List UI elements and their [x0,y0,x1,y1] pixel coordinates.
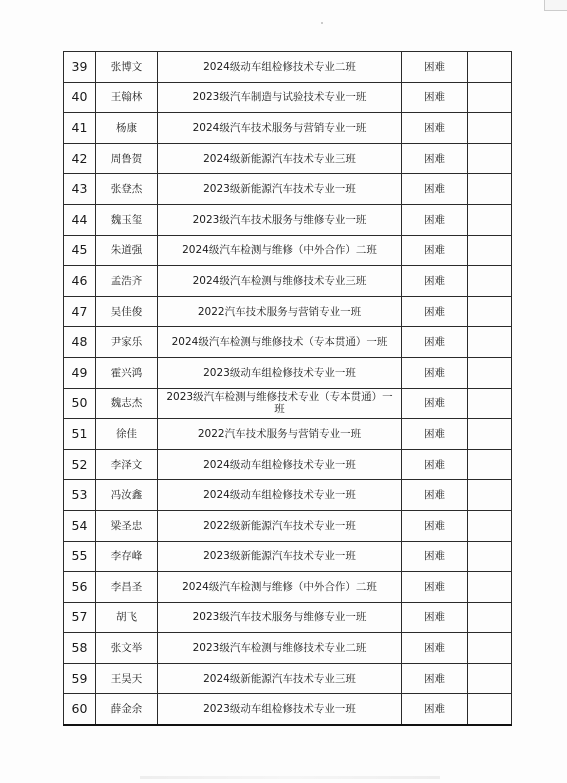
student-name-cell: 王昊天 [96,663,158,694]
difficulty-level-cell: 困难 [402,82,468,113]
student-name-cell: 吴佳俊 [96,296,158,327]
remarks-cell [468,296,512,327]
student-name-cell: 尹家乐 [96,327,158,358]
table-row [64,510,512,541]
class-name-text: 2023级汽车检测与维修技术专业（专本贯通）一班 [166,391,393,416]
difficulty-level-cell: 困难 [402,572,468,603]
class-name-cell [158,357,402,388]
student-name-cell: 李存峰 [96,541,158,572]
class-name-text: 2024级汽车检测与维修技术（专本贯通）一班 [171,336,388,349]
table-row [64,541,512,572]
class-name-cell [158,204,402,235]
student-name-cell: 徐佳 [96,419,158,450]
difficulty-level-cell: 困难 [402,663,468,694]
table-row [64,82,512,113]
remarks-cell [468,113,512,144]
class-name-text: 2023级新能源汽车技术专业一班 [203,183,356,196]
class-name-cell [158,388,402,419]
table-row [64,449,512,480]
remarks-cell [468,266,512,297]
table-row [64,204,512,235]
difficulty-level-cell: 困难 [402,388,468,419]
class-name-cell [158,266,402,297]
row-number-cell: 53 [64,480,96,511]
table-row [64,52,512,83]
difficulty-level-cell: 困难 [402,541,468,572]
table-row [64,235,512,266]
class-name-cell [158,694,402,725]
remarks-cell [468,143,512,174]
class-name-text: 2023级汽车技术服务与维修专业一班 [192,611,367,624]
class-name-text: 2024级新能源汽车技术专业三班 [203,672,356,685]
remarks-cell [468,480,512,511]
difficulty-level-cell: 困难 [402,266,468,297]
difficulty-level-cell: 困难 [402,113,468,144]
row-number-cell: 55 [64,541,96,572]
class-name-cell [158,113,402,144]
class-name-text: 2024级汽车检测与维修（中外合作）二班 [182,580,377,593]
table-row [64,572,512,603]
difficulty-level-cell: 困难 [402,327,468,358]
remarks-cell [468,388,512,419]
table-row [64,327,512,358]
student-name-cell: 张登杰 [96,174,158,205]
class-name-text: 2024级汽车检测与维修（中外合作）二班 [182,244,377,257]
row-number-cell: 58 [64,633,96,664]
table-row [64,694,512,725]
remarks-cell [468,602,512,633]
student-list-table [63,51,512,726]
row-number-cell: 51 [64,419,96,450]
difficulty-level-cell: 困难 [402,174,468,205]
table-row [64,143,512,174]
difficulty-level-cell: 困难 [402,296,468,327]
student-name-cell: 梁圣忠 [96,510,158,541]
class-name-cell [158,510,402,541]
remarks-cell [468,663,512,694]
row-number-cell: 39 [64,52,96,83]
remarks-cell [468,572,512,603]
table-row [64,266,512,297]
difficulty-level-cell: 困难 [402,357,468,388]
row-number-cell: 43 [64,174,96,205]
class-name-cell [158,663,402,694]
table-row [64,633,512,664]
student-name-cell: 王翰林 [96,82,158,113]
student-name-cell: 薛金余 [96,694,158,725]
class-name-text: 2023级动车组检修技术专业一班 [203,703,356,716]
class-name-text: 2022汽车技术服务与营销专业一班 [197,305,362,318]
student-name-cell: 张文举 [96,633,158,664]
class-name-text: 2023级新能源汽车技术专业一班 [203,550,356,563]
remarks-cell [468,633,512,664]
class-name-cell [158,419,402,450]
difficulty-level-cell: 困难 [402,419,468,450]
remarks-cell [468,357,512,388]
row-number-cell: 41 [64,113,96,144]
table-body [64,52,512,726]
student-name-cell: 李昌圣 [96,572,158,603]
row-number-cell: 60 [64,694,96,725]
row-number-cell: 42 [64,143,96,174]
student-name-cell: 周鲁贺 [96,143,158,174]
remarks-cell [468,174,512,205]
table-row [64,663,512,694]
row-number-cell: 57 [64,602,96,633]
class-name-cell [158,235,402,266]
class-name-text: 2024级动车组检修技术专业一班 [203,489,356,502]
difficulty-level-cell: 困难 [402,510,468,541]
difficulty-level-cell: 困难 [402,143,468,174]
student-name-cell: 孟浩齐 [96,266,158,297]
table-row [64,602,512,633]
difficulty-level-cell: 困难 [402,235,468,266]
class-name-cell [158,541,402,572]
scan-edge-artifact [140,776,440,779]
row-number-cell: 44 [64,204,96,235]
class-name-text: 2024级汽车检测与维修技术专业三班 [192,274,367,287]
class-name-text: 2024级新能源汽车技术专业三班 [203,152,356,165]
student-name-cell: 朱道强 [96,235,158,266]
student-name-cell: 霍兴鸿 [96,357,158,388]
class-name-cell [158,174,402,205]
class-name-cell [158,296,402,327]
student-name-cell: 胡飞 [96,602,158,633]
student-name-cell: 魏玉玺 [96,204,158,235]
class-name-cell [158,327,402,358]
difficulty-level-cell: 困难 [402,602,468,633]
student-name-cell: 李泽文 [96,449,158,480]
scan-speck [321,22,323,24]
remarks-cell [468,204,512,235]
table-row [64,480,512,511]
difficulty-level-cell: 困难 [402,633,468,664]
remarks-cell [468,327,512,358]
class-name-text: 2023级汽车技术服务与维修专业一班 [192,213,367,226]
difficulty-level-cell: 困难 [402,694,468,725]
class-name-text: 2023级汽车制造与试验技术专业一班 [192,91,367,104]
class-name-text: 2024级汽车技术服务与营销专业一班 [192,121,367,134]
remarks-cell [468,52,512,83]
table-row [64,419,512,450]
row-number-cell: 50 [64,388,96,419]
class-name-cell [158,143,402,174]
row-number-cell: 40 [64,82,96,113]
class-name-text: 2022汽车技术服务与营销专业一班 [197,427,362,440]
class-name-cell [158,480,402,511]
class-name-text: 2023级汽车检测与维修技术专业二班 [192,642,367,655]
row-number-cell: 46 [64,266,96,297]
row-number-cell: 45 [64,235,96,266]
student-name-cell: 张博文 [96,52,158,83]
row-number-cell: 49 [64,357,96,388]
class-name-text: 2024级动车组检修技术专业二班 [203,60,356,73]
remarks-cell [468,449,512,480]
remarks-cell [468,510,512,541]
remarks-cell [468,694,512,725]
row-number-cell: 52 [64,449,96,480]
table-row [64,174,512,205]
table-row [64,388,512,419]
row-number-cell: 56 [64,572,96,603]
table-row [64,357,512,388]
row-number-cell: 59 [64,663,96,694]
row-number-cell: 48 [64,327,96,358]
remarks-cell [468,541,512,572]
student-name-cell: 冯汝鑫 [96,480,158,511]
row-number-cell: 54 [64,510,96,541]
class-name-text: 2024级动车组检修技术专业一班 [203,458,356,471]
class-name-cell [158,572,402,603]
remarks-cell [468,419,512,450]
class-name-cell [158,602,402,633]
class-name-text: 2023级动车组检修技术专业一班 [203,366,356,379]
remarks-cell [468,82,512,113]
difficulty-level-cell: 困难 [402,480,468,511]
remarks-cell [468,235,512,266]
class-name-cell [158,449,402,480]
difficulty-level-cell: 困难 [402,52,468,83]
page-corner-fold [544,0,567,11]
student-name-cell: 杨康 [96,113,158,144]
class-name-cell [158,82,402,113]
difficulty-level-cell: 困难 [402,449,468,480]
table-row [64,113,512,144]
class-name-cell [158,52,402,83]
table-row [64,296,512,327]
class-name-text: 2022级新能源汽车技术专业一班 [203,519,356,532]
class-name-cell [158,633,402,664]
row-number-cell: 47 [64,296,96,327]
student-name-cell: 魏志杰 [96,388,158,419]
difficulty-level-cell: 困难 [402,204,468,235]
